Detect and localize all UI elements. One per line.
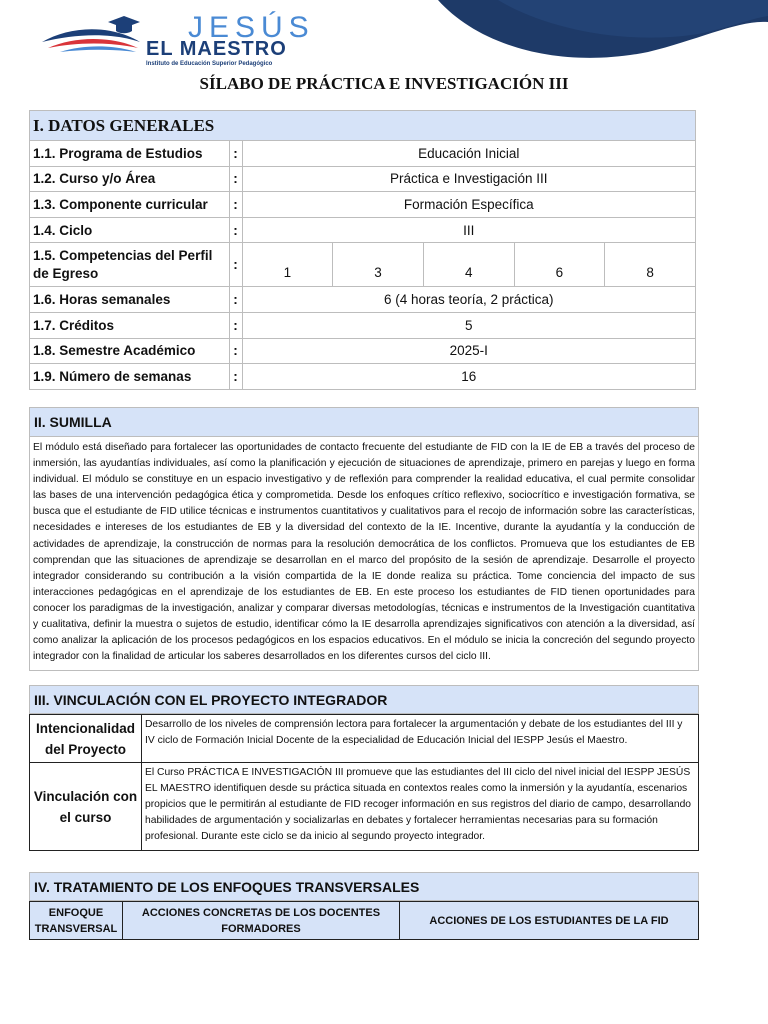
datos-generales-table: [29, 110, 696, 390]
document-title: SÍLABO DE PRÁCTICA E INVESTIGACIÓN III: [199, 74, 569, 93]
row-value: Formación Específica: [242, 192, 695, 218]
row-label: 1.2. Curso y/o Área: [30, 166, 230, 192]
table-row: [30, 217, 696, 243]
table-row: [30, 763, 699, 851]
row-text: El Curso PRÁCTICA E INVESTIGACIÓN III promueve que las estudiantes del III ciclo del nivel inicial del IESPP JESÚS EL MAESTRO identifiquen desde su práctica situada en contextos reales como la inmersión y la ayudantía, escenarios propicios que le permitirán al estudiante de FID recoger información en sus registros del diario de campo, desarrollando habilidades de argumentación y socializarlas en debates y fortalecer herramientas necesarias para su formación profesional. Durante este ciclo se da inicio al segundo proyecto integrador.: [142, 763, 699, 851]
column-header: ACCIONES DE LOS ESTUDIANTES DE LA FID: [400, 902, 699, 940]
row-label: 1.6. Horas semanales: [30, 287, 230, 313]
vinculacion-table: [29, 714, 699, 851]
row-label: 1.5. Competencias del Perfil de Egreso: [30, 243, 230, 287]
row-separator: :: [229, 338, 242, 364]
sumilla-text: El módulo está diseñado para fortalecer las oportunidades de contacto frecuente del estudiante de FID con la IE de EB a través del proceso de inmersión, las ayudantías individuales, así como la planificación y ejecución de situaciones de aprendizaje, primero en parejas y luego en forma individual. El módulo se constituye en un espacio investigativo y de reflexión para comprender la realidad educativa, el cual permite consolidar las bases de una intervención pedagógica ética y comprometida. Desde los enfoques crítico reflexivo, sociocrítico e investigación formativa, se busca que el estudiante de FID utilice técnicas e instrumentos cuantitativos y cualitativos para el recojo de información sobre las características, necesidades e intereses de los estudiantes de EB y la diversidad del contexto de la IE. Incentive, durante la ayudantía y la conducción de actividades de aprendizaje, la construcción de normas para la resolución democrática de los conflictos. Promueva que los estudiantes de EB comprendan que las situaciones de aprendizaje se desarrollan en el marco del propósito de la sesión de aprendizaje. Desarrolle el proyecto integrador considerando su contribución a la visión compartida de la IE donde realiza su práctica. Tome conciencia del impacto de sus interacciones pedagógicas en el aprendizaje de los estudiantes de EB. En este proceso los estudiantes de FID tienen oportunidades para conocer los paradigmas de la investigación, analizar y comparar diversas metodologías, técnicas e instrumentos de la Investigación cuantitativa y cualitativa, definir la muestra o sujetos de estudio, identificar cómo la IE desarrolla aprendizajes significativos con atención a la diversidad, así como analizar la aplicación de los procesos pedagógicos en los espacios educativos. En el módulo se inicia la concreción del segundo proyecto integrador con la finalidad de articular los saberes desarrollados en los diferentes cursos del ciclo III.: [33, 442, 695, 663]
row-label: 1.7. Créditos: [30, 312, 230, 338]
institution-logo: [40, 11, 315, 72]
table-row: [30, 166, 696, 192]
table-row: [30, 715, 699, 763]
competencia-cell: 8: [605, 243, 696, 287]
competencia-cell: 4: [423, 243, 514, 287]
column-header: ACCIONES CONCRETAS DE LOS DOCENTES FORMADORES: [123, 902, 400, 940]
row-value: III: [242, 217, 695, 243]
row-separator: :: [229, 217, 242, 243]
row-label: 1.4. Ciclo: [30, 217, 230, 243]
row-separator: :: [229, 312, 242, 338]
table-row: [30, 338, 696, 364]
row-separator: :: [229, 243, 242, 287]
row-separator: :: [229, 192, 242, 218]
row-separator: :: [229, 141, 242, 167]
row-label: 1.3. Componente curricular: [30, 192, 230, 218]
row-label: Intencionalidad del Proyecto: [30, 715, 142, 763]
row-text: Desarrollo de los niveles de comprensión lectora para fortalecer la argumentación y debate de los estudiantes del III y IV ciclo de Formación Inicial Docente de la especialidad de Educación Inicial del IESPP Jesús el Maestro.: [142, 715, 699, 763]
section-title: I. DATOS GENERALES: [30, 111, 696, 141]
table-row: [30, 364, 696, 390]
table-header-row: [30, 902, 699, 940]
row-label: 1.8. Semestre Académico: [30, 338, 230, 364]
row-value: 2025-I: [242, 338, 695, 364]
section-title: II. SUMILLA: [30, 408, 698, 437]
logo-text-sub: Instituto de Educación Superior Pedagógico: [146, 61, 273, 67]
table-row: [30, 141, 696, 167]
row-value: Práctica e Investigación III: [242, 166, 695, 192]
row-value: Educación Inicial: [242, 141, 695, 167]
header-decoration: [438, 0, 768, 75]
row-label: Vinculación con el curso: [30, 763, 142, 851]
table-row: [30, 192, 696, 218]
enfoques-table: [29, 901, 699, 940]
competencia-cell: 3: [333, 243, 424, 287]
row-value: 5: [242, 312, 695, 338]
row-separator: :: [229, 287, 242, 313]
competencia-cell: 6: [514, 243, 605, 287]
row-separator: :: [229, 166, 242, 192]
logo-swoosh-icon: [40, 12, 150, 62]
section-title: III. VINCULACIÓN CON EL PROYECTO INTEGRADOR: [29, 685, 699, 714]
row-label: 1.1. Programa de Estudios: [30, 141, 230, 167]
logo-text-top: JESÚS: [188, 11, 315, 44]
sumilla-section: [29, 407, 699, 671]
vinculacion-section: [29, 685, 699, 851]
logo-text-main: EL MAESTRO: [146, 38, 287, 60]
column-header: ENFOQUE TRANSVERSAL: [30, 902, 123, 940]
row-value: 16: [242, 364, 695, 390]
row-separator: :: [229, 364, 242, 390]
row-value: 6 (4 horas teoría, 2 práctica): [242, 287, 695, 313]
table-row: [30, 243, 696, 287]
competencia-cell: 1: [242, 243, 333, 287]
row-label: 1.9. Número de semanas: [30, 364, 230, 390]
table-row: [30, 312, 696, 338]
enfoques-section: [29, 872, 699, 940]
table-row: [30, 287, 696, 313]
section-title: IV. TRATAMIENTO DE LOS ENFOQUES TRANSVERSALES: [29, 872, 699, 901]
